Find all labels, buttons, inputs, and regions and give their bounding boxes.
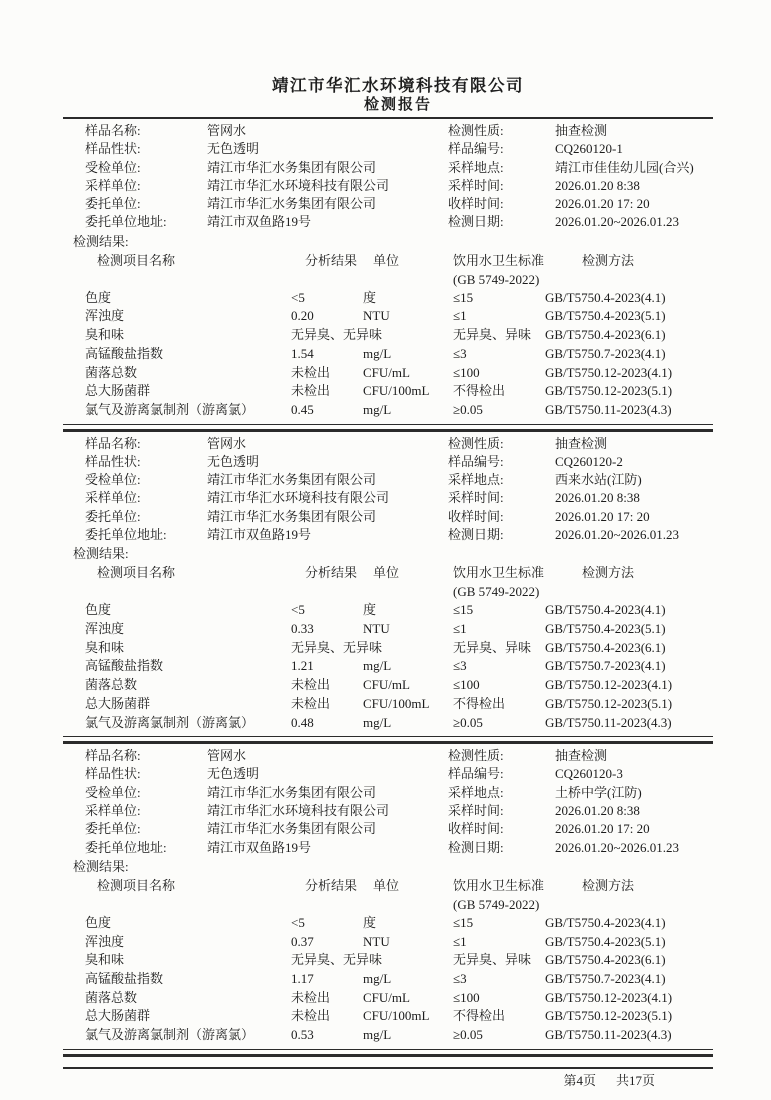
cell-item: 色度	[85, 914, 112, 930]
col-header-result: 分析结果	[305, 252, 358, 268]
cell-result: 未检出	[291, 383, 331, 399]
cell-method: GB/T5750.12-2023(4.1)	[545, 364, 673, 380]
table-row	[63, 914, 713, 933]
info-row	[63, 526, 713, 544]
cell-result: 未检出	[291, 677, 331, 693]
info-value-right: 西来水站(江防)	[555, 472, 642, 488]
info-label-left: 采样单位:	[85, 803, 141, 819]
info-label-right: 采样地点:	[448, 784, 504, 800]
cell-item: 氯气及游离氯制剂（游离氯）	[85, 401, 255, 417]
standard-title: 饮用水卫生标准	[453, 252, 545, 268]
info-value-right: 2026.01.20 17: 20	[555, 196, 650, 212]
info-value-right: CQ260120-3	[555, 766, 623, 782]
results-table-body	[63, 289, 713, 420]
cell-result: 0.53	[291, 1027, 314, 1043]
cell-unit: CFU/mL	[363, 989, 410, 1005]
cell-standard: ≤1	[453, 933, 467, 949]
cell-unit: CFU/100mL	[363, 1008, 430, 1024]
results-table-header	[63, 563, 713, 601]
info-value-left: 管网水	[207, 435, 247, 451]
cell-method: GB/T5750.12-2023(5.1)	[545, 383, 673, 399]
info-row	[63, 489, 713, 507]
cell-result: 1.21	[291, 658, 314, 674]
table-row	[63, 601, 713, 620]
info-label-left: 样品名称:	[85, 435, 141, 451]
info-value-right: 2026.01.20 8:38	[555, 803, 640, 819]
cell-result: 0.48	[291, 714, 314, 730]
cell-result: 无异臭、无异味	[291, 639, 383, 655]
info-row	[63, 820, 713, 838]
table-row	[63, 382, 713, 401]
table-row	[63, 657, 713, 676]
info-row	[63, 802, 713, 820]
cell-result: 0.45	[291, 401, 314, 417]
info-row	[63, 140, 713, 158]
cell-standard: 不得检出	[453, 1008, 506, 1024]
cell-method: GB/T5750.12-2023(5.1)	[545, 1008, 673, 1024]
info-label-right: 采样时间:	[448, 177, 504, 193]
info-row	[63, 159, 713, 177]
cell-method: GB/T5750.4-2023(4.1)	[545, 289, 666, 305]
info-value-left: 靖江市华汇水环境科技有限公司	[207, 177, 390, 193]
cell-method: GB/T5750.4-2023(4.1)	[545, 914, 666, 930]
report-header	[63, 0, 713, 115]
info-label-right: 采样地点:	[448, 472, 504, 488]
cell-result: 0.37	[291, 933, 314, 949]
info-value-left: 靖江市华汇水务集团有限公司	[207, 159, 377, 175]
sample-info	[63, 122, 713, 232]
info-value-right: 2026.01.20 8:38	[555, 177, 640, 193]
cell-method: GB/T5750.11-2023(4.3)	[545, 401, 672, 417]
info-value-right: CQ260120-2	[555, 453, 623, 469]
cell-method: GB/T5750.4-2023(6.1)	[545, 952, 666, 968]
cell-result: 未检出	[291, 1008, 331, 1024]
cell-item: 臭和味	[85, 327, 125, 343]
footer-page-total: 共17页	[615, 1072, 655, 1088]
cell-item: 氯气及游离氯制剂（游离氯）	[85, 714, 255, 730]
info-value-right: 2026.01.20 8:38	[555, 490, 640, 506]
table-row	[63, 933, 713, 952]
info-value-left: 靖江市双鱼路19号	[207, 214, 312, 230]
col-header-unit: 单位	[373, 252, 400, 268]
cell-unit: 度	[363, 289, 377, 305]
cell-item: 菌落总数	[85, 989, 138, 1005]
cell-method: GB/T5750.7-2023(4.1)	[545, 345, 666, 361]
col-header-standard	[443, 251, 545, 289]
cell-unit: NTU	[363, 621, 390, 637]
cell-unit	[363, 326, 443, 345]
info-label-left: 委托单位:	[85, 196, 141, 212]
cell-method: GB/T5750.12-2023(5.1)	[545, 695, 673, 711]
cell-unit	[363, 639, 443, 658]
cell-method: GB/T5750.4-2023(6.1)	[545, 327, 666, 343]
cell-item: 氯气及游离氯制剂（游离氯）	[85, 1027, 255, 1043]
table-row	[63, 951, 713, 970]
info-label-left: 受检单位:	[85, 472, 141, 488]
cell-standard: ≥0.05	[453, 401, 483, 417]
cell-method: GB/T5750.4-2023(4.1)	[545, 602, 666, 618]
info-row	[63, 195, 713, 213]
info-value-left: 靖江市华汇水环境科技有限公司	[207, 490, 390, 506]
cell-standard: 不得检出	[453, 695, 506, 711]
info-value-left: 靖江市华汇水务集团有限公司	[207, 784, 377, 800]
cell-result: 1.17	[291, 971, 314, 987]
cell-item: 臭和味	[85, 952, 125, 968]
page-footer	[63, 1071, 713, 1091]
info-value-right: CQ260120-1	[555, 141, 623, 157]
cell-unit: mg/L	[363, 401, 392, 417]
info-label-right: 采样时间:	[448, 803, 504, 819]
table-row	[63, 695, 713, 714]
info-value-left: 无色透明	[207, 766, 260, 782]
cell-unit: CFU/mL	[363, 677, 410, 693]
info-value-right: 靖江市佳佳幼儿园(合兴)	[555, 159, 694, 175]
cell-standard: ≤1	[453, 308, 467, 324]
info-row	[63, 508, 713, 526]
info-value-right: 2026.01.20~2026.01.23	[555, 527, 680, 543]
table-row	[63, 1026, 713, 1045]
info-value-right: 2026.01.20 17: 20	[555, 508, 650, 524]
col-header-method: 检测方法	[582, 565, 635, 581]
table-row	[63, 401, 713, 420]
info-label-right: 采样地点:	[448, 159, 504, 175]
cell-method: GB/T5750.4-2023(5.1)	[545, 933, 666, 949]
col-header-method: 检测方法	[582, 252, 635, 268]
cell-unit: mg/L	[363, 658, 392, 674]
cell-unit: mg/L	[363, 345, 392, 361]
cell-item: 色度	[85, 289, 112, 305]
info-value-right: 抽查检测	[555, 123, 608, 138]
sample-section	[63, 435, 713, 745]
info-label-left: 采样单位:	[85, 177, 141, 193]
cell-method: GB/T5750.4-2023(5.1)	[545, 621, 666, 637]
cell-method: GB/T5750.4-2023(5.1)	[545, 308, 666, 324]
info-label-right: 样品编号:	[448, 453, 504, 469]
cell-unit	[363, 951, 443, 970]
info-label-right: 检测日期:	[448, 527, 504, 543]
cell-unit: NTU	[363, 308, 390, 324]
info-label-left: 样品名称:	[85, 123, 141, 138]
info-row	[63, 435, 713, 453]
cell-standard: ≤3	[453, 658, 467, 674]
results-table-body	[63, 601, 713, 732]
cell-item: 总大肠菌群	[85, 1008, 151, 1024]
info-label-left: 样品名称:	[85, 748, 141, 764]
info-label-left: 受检单位:	[85, 159, 141, 175]
cell-item: 总大肠菌群	[85, 695, 151, 711]
standard-subtitle: (GB 5749-2022)	[453, 584, 540, 600]
results-label: 检测结果:	[73, 858, 129, 874]
cell-item: 总大肠菌群	[85, 383, 151, 399]
standard-title: 饮用水卫生标准	[453, 565, 545, 581]
table-row	[63, 364, 713, 383]
results-table-header	[63, 876, 713, 914]
cell-result: 未检出	[291, 989, 331, 1005]
cell-standard: ≤15	[453, 602, 474, 618]
cell-method: GB/T5750.4-2023(6.1)	[545, 639, 666, 655]
results-table-body	[63, 914, 713, 1045]
info-value-right: 土桥中学(江防)	[555, 784, 642, 800]
table-row	[63, 714, 713, 733]
info-value-right: 2026.01.20~2026.01.23	[555, 839, 680, 855]
info-row	[63, 784, 713, 802]
info-value-left: 靖江市华汇水务集团有限公司	[207, 821, 377, 837]
cell-method: GB/T5750.11-2023(4.3)	[545, 714, 672, 730]
sample-section	[63, 122, 713, 432]
report-title: 检测报告	[363, 97, 432, 113]
cell-standard: ≤3	[453, 345, 467, 361]
cell-item: 浑浊度	[85, 308, 125, 324]
info-label-left: 受检单位:	[85, 784, 141, 800]
info-value-right: 抽查检测	[555, 748, 608, 764]
footer-divider	[63, 1067, 713, 1069]
cell-result: <5	[291, 289, 305, 305]
info-row	[63, 765, 713, 783]
cell-standard: ≤100	[453, 364, 480, 380]
info-label-right: 样品编号:	[448, 766, 504, 782]
info-value-left: 管网水	[207, 123, 247, 138]
cell-unit: mg/L	[363, 971, 392, 987]
info-label-left: 委托单位地址:	[85, 839, 167, 855]
report-page	[63, 0, 713, 1091]
table-row	[63, 639, 713, 658]
section-divider	[63, 736, 713, 744]
table-row	[63, 676, 713, 695]
company-title: 靖江市华汇水环境科技有限公司	[272, 76, 524, 95]
info-label-right: 检测性质:	[448, 435, 504, 451]
info-row	[63, 471, 713, 489]
cell-result: 未检出	[291, 695, 331, 711]
info-value-left: 靖江市华汇水务集团有限公司	[207, 508, 377, 524]
col-header-item: 检测项目名称	[97, 565, 176, 581]
col-header-item: 检测项目名称	[97, 252, 176, 268]
info-label-left: 采样单位:	[85, 490, 141, 506]
col-header-unit: 单位	[373, 565, 400, 581]
cell-unit: NTU	[363, 933, 390, 949]
cell-item: 高锰酸盐指数	[85, 658, 164, 674]
col-header-result: 分析结果	[305, 877, 358, 893]
info-value-left: 靖江市华汇水务集团有限公司	[207, 472, 377, 488]
col-header-unit: 单位	[373, 877, 400, 893]
cell-unit: 度	[363, 914, 377, 930]
cell-method: GB/T5750.7-2023(4.1)	[545, 971, 666, 987]
cell-item: 浑浊度	[85, 621, 125, 637]
results-label: 检测结果:	[73, 233, 129, 249]
cell-standard: ≤100	[453, 989, 480, 1005]
col-header-method: 检测方法	[582, 877, 635, 893]
cell-result: 1.54	[291, 345, 314, 361]
info-row	[63, 453, 713, 471]
info-value-left: 无色透明	[207, 141, 260, 157]
info-row	[63, 177, 713, 195]
col-header-result: 分析结果	[305, 565, 358, 581]
info-label-right: 检测日期:	[448, 214, 504, 230]
table-row	[63, 1007, 713, 1026]
table-row	[63, 345, 713, 364]
info-label-right: 样品编号:	[448, 141, 504, 157]
cell-standard: 无异臭、异味	[453, 327, 532, 343]
cell-item: 色度	[85, 602, 112, 618]
sample-section	[63, 747, 713, 1057]
cell-result: <5	[291, 602, 305, 618]
info-value-left: 无色透明	[207, 453, 260, 469]
cell-standard: ≥0.05	[453, 714, 483, 730]
info-label-right: 收样时间:	[448, 508, 504, 524]
section-divider	[63, 424, 713, 432]
info-label-right: 检测日期:	[448, 839, 504, 855]
cell-unit: 度	[363, 602, 377, 618]
cell-result: 无异臭、无异味	[291, 327, 383, 343]
info-label-right: 检测性质:	[448, 123, 504, 138]
info-label-left: 样品性状:	[85, 453, 141, 469]
info-label-left: 委托单位地址:	[85, 527, 167, 543]
table-row	[63, 289, 713, 308]
cell-standard: ≥0.05	[453, 1027, 483, 1043]
cell-standard: 不得检出	[453, 383, 506, 399]
cell-item: 高锰酸盐指数	[85, 971, 164, 987]
cell-item: 菌落总数	[85, 677, 138, 693]
table-row	[63, 989, 713, 1008]
info-value-left: 靖江市华汇水务集团有限公司	[207, 196, 377, 212]
cell-item: 浑浊度	[85, 933, 125, 949]
sections-container	[63, 122, 713, 1057]
cell-item: 臭和味	[85, 639, 125, 655]
sample-info	[63, 747, 713, 857]
cell-unit: mg/L	[363, 1027, 392, 1043]
cell-item: 高锰酸盐指数	[85, 345, 164, 361]
cell-standard: ≤1	[453, 621, 467, 637]
info-row	[63, 122, 713, 140]
cell-unit: CFU/mL	[363, 364, 410, 380]
cell-result: 0.20	[291, 308, 314, 324]
title-divider	[63, 117, 713, 119]
info-value-left: 靖江市双鱼路19号	[207, 839, 312, 855]
results-table-header	[63, 251, 713, 289]
table-row	[63, 326, 713, 345]
standard-subtitle: (GB 5749-2022)	[453, 271, 540, 287]
info-row	[63, 213, 713, 231]
col-header-item: 检测项目名称	[97, 877, 176, 893]
info-label-left: 委托单位地址:	[85, 214, 167, 230]
cell-unit: CFU/100mL	[363, 383, 430, 399]
table-row	[63, 307, 713, 326]
standard-title: 饮用水卫生标准	[453, 877, 545, 893]
cell-standard: ≤15	[453, 289, 474, 305]
results-label: 检测结果:	[73, 546, 129, 562]
info-value-left: 靖江市华汇水环境科技有限公司	[207, 803, 390, 819]
cell-result: 无异臭、无异味	[291, 952, 383, 968]
cell-unit: mg/L	[363, 714, 392, 730]
cell-standard: ≤3	[453, 971, 467, 987]
cell-result: 未检出	[291, 364, 331, 380]
info-value-right: 2026.01.20 17: 20	[555, 821, 650, 837]
info-label-right: 收样时间:	[448, 821, 504, 837]
info-label-right: 采样时间:	[448, 490, 504, 506]
sample-info	[63, 435, 713, 545]
cell-method: GB/T5750.11-2023(4.3)	[545, 1027, 672, 1043]
standard-subtitle: (GB 5749-2022)	[453, 896, 540, 912]
info-label-left: 样品性状:	[85, 766, 141, 782]
cell-method: GB/T5750.7-2023(4.1)	[545, 658, 666, 674]
cell-standard: 无异臭、异味	[453, 639, 532, 655]
cell-standard: ≤100	[453, 677, 480, 693]
info-value-left: 管网水	[207, 748, 247, 764]
cell-standard: ≤15	[453, 914, 474, 930]
info-value-left: 靖江市双鱼路19号	[207, 527, 312, 543]
cell-method: GB/T5750.12-2023(4.1)	[545, 989, 673, 1005]
cell-unit: CFU/100mL	[363, 695, 430, 711]
info-label-left: 样品性状:	[85, 141, 141, 157]
footer-page-number: 第4页	[563, 1072, 596, 1088]
cell-result: 0.33	[291, 621, 314, 637]
section-divider	[63, 1049, 713, 1057]
cell-method: GB/T5750.12-2023(4.1)	[545, 677, 673, 693]
table-row	[63, 970, 713, 989]
cell-standard: 无异臭、异味	[453, 952, 532, 968]
info-label-left: 委托单位:	[85, 821, 141, 837]
info-label-right: 收样时间:	[448, 196, 504, 212]
cell-item: 菌落总数	[85, 364, 138, 380]
info-value-right: 抽查检测	[555, 435, 608, 451]
info-label-left: 委托单位:	[85, 508, 141, 524]
col-header-standard	[443, 563, 545, 601]
info-value-right: 2026.01.20~2026.01.23	[555, 214, 680, 230]
cell-result: <5	[291, 914, 305, 930]
info-row	[63, 747, 713, 765]
table-row	[63, 620, 713, 639]
col-header-standard	[443, 876, 545, 914]
info-row	[63, 839, 713, 857]
info-label-right: 检测性质:	[448, 748, 504, 764]
